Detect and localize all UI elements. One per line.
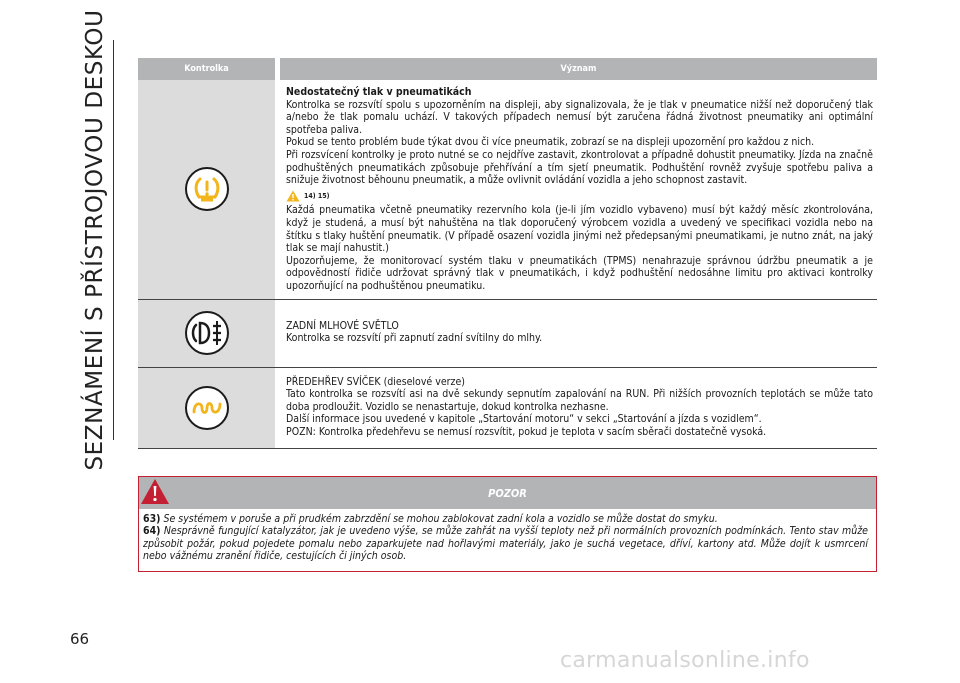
reference-numbers: 14) 15) bbox=[304, 191, 330, 200]
small-warning-triangle-icon bbox=[286, 190, 300, 202]
row-title: PŘEDEHŘEV SVÍČEK (dieselové verze) bbox=[286, 375, 465, 388]
page-number: 66 bbox=[70, 630, 90, 648]
icon-cell bbox=[138, 300, 275, 367]
row-paragraph: Další informace jsou uvedené v kapitole „Startování motoru“ v sekci „Startování a jízda s vozidlem“. bbox=[286, 413, 762, 426]
table-row bbox=[138, 300, 877, 368]
row-paragraph: Tato kontrolka se rozsvítí asi na dvě sekundy sepnutím zapalování na RUN. Při nižších provozních teplotách se může tato doba prodloužit. Vozidlo se nenastartuje, dokud kontrolka nezhasne. bbox=[286, 388, 873, 413]
row-paragraph: Upozorňujeme, že monitorovací systém tlaku v pneumatikách (TPMS) nenahrazuje správnou údržbu pneumatik a je odpovědností řidiče udržovat správný tlak v pneumatikách, i když podhuštění nedosáhne limitu pro aktivaci kontrolky upozorňující na podhuštěnou pneumatiku. bbox=[286, 254, 873, 292]
warning-reference bbox=[286, 190, 873, 203]
side-divider bbox=[113, 40, 114, 440]
warning-header bbox=[139, 477, 876, 509]
row-paragraph: Při rozsvícení kontrolky je proto nutné se co nejdříve zastavit, zkontrolovat a případně dohustit pneumatiky. Jízda na značně podhuštěných pneumatikách způsobuje přehřívání a tím sjetí pneumatik. Podhuštění rovněž zvyšuje spotřebu paliva a snižuje životnost běhounu pneumatik, a může ovlivnit ovládání vozidla a jeho schopnost zastavit. bbox=[286, 148, 873, 187]
warning-box bbox=[138, 476, 877, 572]
row-paragraph: Pokud se tento problém bude týkat dvou či více pneumatik, zobrazí se na displeji upozornění pro každou z nich. bbox=[286, 136, 815, 149]
row-paragraph: Každá pneumatika včetně pneumatiky rezervního kola (je-li jím vozidlo vybaveno) musí být každý měsíc zkontrolována, když je studená, a musí být nahuštěna na tlak doporučený výrobcem vozidla a uvedený ve specifikaci vozidla nebo na štítku s tlaky huštění pneumatik. (V případě osazení vozidla jinými než předepsanými pneumatikami, je nutno znát, na jaký tlak se mají nahustit.) bbox=[286, 204, 873, 255]
icon-cell bbox=[138, 80, 275, 299]
table-header bbox=[138, 58, 877, 80]
table-row bbox=[138, 368, 877, 449]
warning-item-number: 64) bbox=[143, 525, 161, 538]
row-title: Nedostatečný tlak v pneumatikách bbox=[286, 86, 472, 98]
row-paragraph: POZN: Kontrolka předehřevu se nemusí rozsvítit, pokud je teplota v sacím sběrači dostatečně vysoká. bbox=[286, 425, 767, 438]
warning-item-text: Se systémem v poruše a při prudkém zabrzdění se mohou zablokovat zadní kola a vozidlo se může dostat do smyku. bbox=[163, 513, 718, 525]
icon-cell bbox=[138, 368, 275, 448]
rear-fog-light-icon bbox=[185, 311, 229, 355]
warning-item-text: Nesprávně fungující katalyzátor, jak je uvedeno výše, se může zahřát na vyšší teploty než při normálních provozních podmínkách. Tento stav může způsobit požár, pokud pojedete pomalu nebo zaparkujete nad hořlavými materiály, jako je suchá vegetace, dříví, kartony atd. Může dojít k usmrcení nebo vážnému zranění řidiče, cestujících či jiných osob. bbox=[143, 525, 868, 563]
row-paragraph: Kontrolka se rozsvítí spolu s upozorněním na displeji, aby signalizovala, že je tlak v pneumatice nižší než doporučený tlak a/nebo že tlak pomalu uchází. V takových případech nemusí být zaručena řádná životnost pneumatiky ani optimální spotřeba paliva. bbox=[286, 98, 873, 136]
warning-item bbox=[143, 525, 868, 562]
meaning-cell bbox=[280, 80, 877, 299]
meaning-cell bbox=[280, 368, 877, 448]
chapter-side-title: SEZNÁMENÍ S PŘÍSTROJOVOU DESKOU bbox=[82, 9, 108, 471]
glow-plug-icon bbox=[185, 386, 229, 430]
warning-item bbox=[143, 513, 868, 525]
warning-item-number: 63) bbox=[143, 513, 161, 525]
watermark: carmanualsonline.info bbox=[560, 648, 810, 673]
header-meaning: Význam bbox=[280, 58, 877, 80]
warning-body bbox=[139, 509, 876, 563]
danger-triangle-icon bbox=[140, 478, 170, 505]
meaning-cell bbox=[280, 300, 877, 367]
header-indicator: Kontrolka bbox=[138, 58, 275, 80]
indicator-table bbox=[138, 58, 877, 449]
row-title: ZADNÍ MLHOVÉ SVĚTLO bbox=[286, 319, 399, 332]
tire-pressure-warning-icon bbox=[185, 167, 229, 211]
table-row bbox=[138, 80, 877, 300]
row-paragraph: Kontrolka se rozsvítí při zapnutí zadní svítilny do mlhy. bbox=[286, 332, 543, 345]
warning-title: POZOR bbox=[488, 486, 527, 500]
